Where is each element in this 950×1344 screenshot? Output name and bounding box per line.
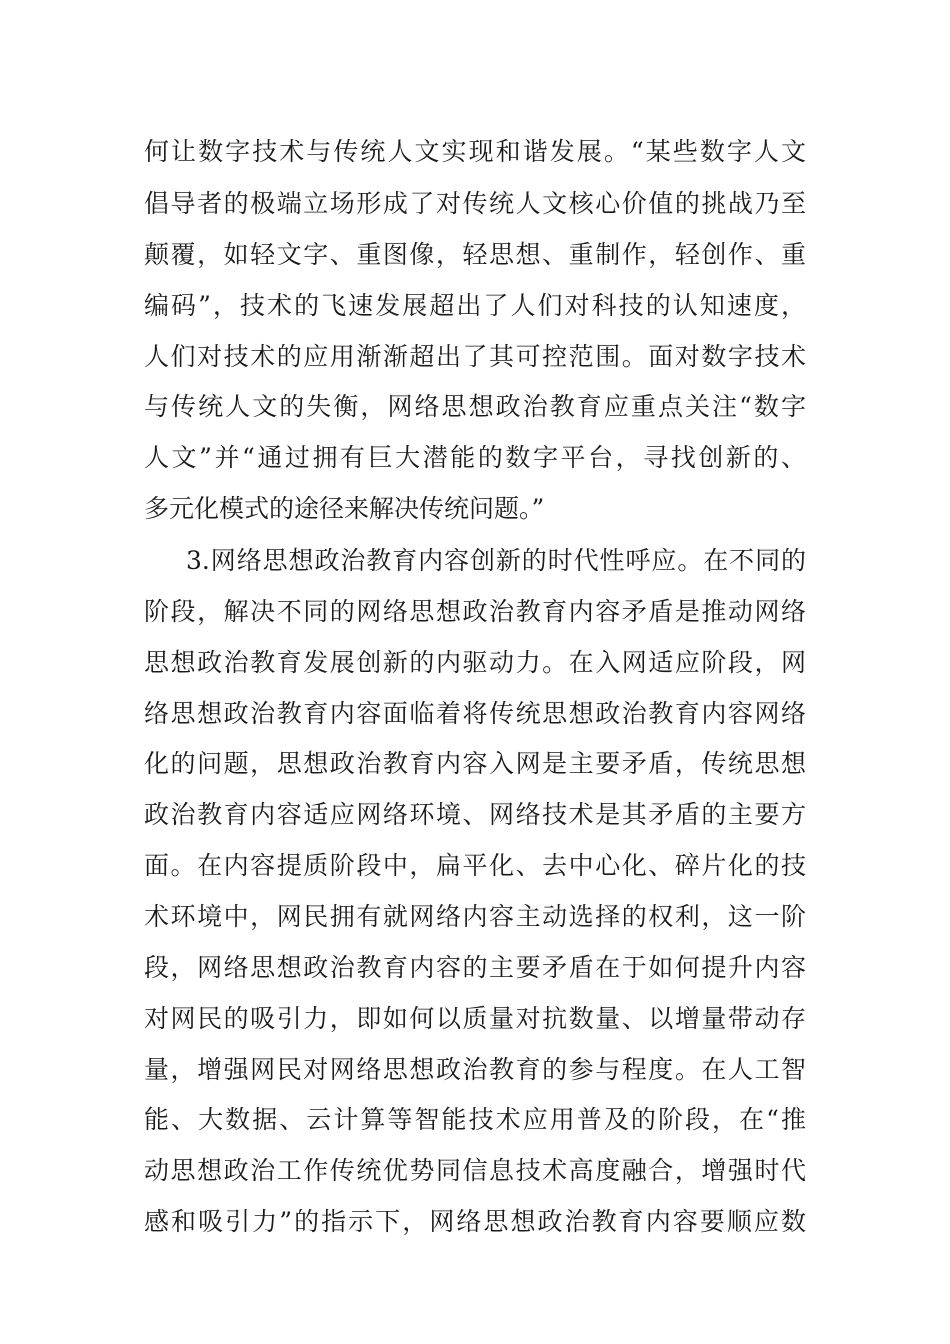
text-line: 何让数字技术与传统人文实现和谐发展。“某些数字人文 [144,137,806,166]
section-heading-line: 3.网络思想政治教育内容创新的时代性呼应。在不同的 [186,546,806,575]
text-line: 化的问题，思想政治教育内容入网是主要矛盾，传统思想 [144,749,806,778]
text-line: 编码”，技术的飞速发展超出了人们对科技的认知速度， [144,291,806,320]
text-line: 阶段，解决不同的网络思想政治教育内容矛盾是推动网络 [144,597,806,626]
text-line: 思想政治教育发展创新的内驱动力。在入网适应阶段，网 [144,648,806,677]
text-line: 能、大数据、云计算等智能技术应用普及的阶段，在“推 [144,1105,806,1134]
text-line: 动思想政治工作传统优势同信息技术高度融合，增强时代 [144,1156,806,1185]
text-line: 段，网络思想政治教育内容的主要矛盾在于如何提升内容 [144,953,806,982]
text-line: 多元化模式的途径来解决传统问题。” [144,494,545,523]
text-line: 颠覆，如轻文字、重图像，轻思想、重制作，轻创作、重 [144,240,806,269]
text-line: 倡导者的极端立场形成了对传统人文核心价值的挑战乃至 [144,189,806,218]
text-line: 与传统人文的失衡，网络思想政治教育应重点关注“数字 [144,392,806,421]
text-line: 感和吸引力”的指示下，网络思想政治教育内容要顺应数 [144,1207,806,1236]
text-line: 政治教育内容适应网络环境、网络技术是其矛盾的主要方 [144,800,806,829]
text-line: 术环境中，网民拥有就网络内容主动选择的权利，这一阶 [144,902,806,931]
text-line: 络思想政治教育内容面临着将传统思想政治教育内容网络 [144,699,806,728]
text-line: 人文”并“通过拥有巨大潜能的数字平台，寻找创新的、 [144,443,806,472]
text-line: 对网民的吸引力，即如何以质量对抗数量、以增量带动存 [144,1004,806,1033]
text-line: 人们对技术的应用渐渐超出了其可控范围。面对数字技术 [144,342,806,371]
text-line: 面。在内容提质阶段中，扁平化、去中心化、碎片化的技 [144,851,806,880]
text-line: 量，增强网民对网络思想政治教育的参与程度。在人工智 [144,1055,806,1084]
